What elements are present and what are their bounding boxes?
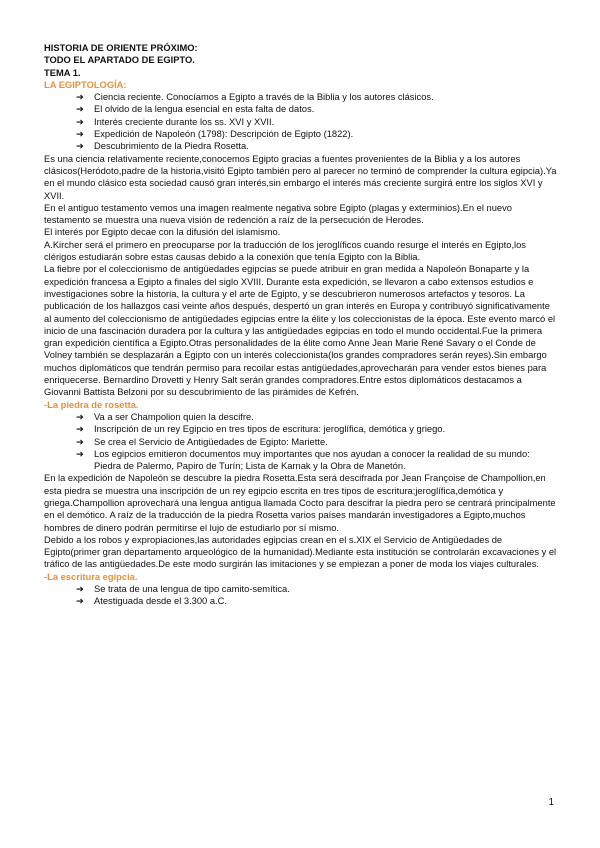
arrow-icon: ➔ xyxy=(76,584,84,595)
section-heading-rosetta: -La piedra de rosetta. xyxy=(44,399,139,410)
arrow-icon: ➔ xyxy=(76,141,84,152)
paragraph: En el antiguo testamento vemos una imagen realmente negativa sobre Egipto (plagas y exterminios).En el nuevo testamento se muestra una nueva visión de redención a raíz de la persecución de Herodes. xyxy=(44,202,512,226)
document-title-3: TEMA 1. xyxy=(44,67,81,78)
arrow-icon: ➔ xyxy=(76,424,84,435)
list-item: ➔ Ciencia reciente. Conocíamos a Egipto a través de la Biblia y los autores clásicos. xyxy=(76,92,434,103)
paragraph: Es una ciencia relativamente reciente,conocemos Egipto gracias a fuentes provenientes de la Biblia y a los autores clásicos(Heródoto,padre de la historia,visitó Egipto también pero al parecer no terminó de comprender la cultura egipcia).Ya en el mundo clásico esta sociedad causó gran interés,sin embargo el interés más creciente surgirá entre los siglos XVI y XVII. xyxy=(44,153,557,201)
section-heading-escritura: -La escritura egipcia. xyxy=(44,571,138,582)
arrow-icon: ➔ xyxy=(76,448,84,459)
arrow-icon: ➔ xyxy=(76,436,84,447)
paragraph: El interés por Egipto decae con la difusión del islamismo. xyxy=(44,227,281,238)
list-item: ➔ Atestiguada desde el 3.300 a.C. xyxy=(76,596,227,607)
arrow-icon: ➔ xyxy=(76,104,84,115)
bullet-list-egiptologia xyxy=(44,91,558,152)
document-page xyxy=(44,42,558,608)
list-item: ➔ Inscripción de un rey Egipcio en tres tipos de escritura: jeroglífica, demótica y griego. xyxy=(76,424,446,435)
bullet-list-escritura xyxy=(44,583,558,608)
section-heading-egiptologia: LA EGIPTOLOGÍA: xyxy=(44,79,127,90)
document-title-2: TODO EL APARTADO DE EGIPTO. xyxy=(44,55,195,66)
list-item: ➔ El olvido de la lengua esencial en esta falta de datos. xyxy=(76,104,315,115)
list-item: ➔ Expedición de Napoleón (1798): Descripción de Egipto (1822). xyxy=(76,129,354,140)
list-item: ➔ Va a ser Champolion quien la descifre. xyxy=(76,411,254,422)
paragraph: En la expedición de Napoleón se descubre la piedra Rosetta.Esta será descifrada por Jean Françoise de Champollion,en esta piedra se muestra una inscripción de un rey egipcio escrita en tres tipos de escritura;jeroglífica,demótica y griega.Champollion aprovechará una lengua antigua llamada Cocto para descifrar la piedra pero se centrará principalmente en el demótico. A raíz de la traducción de la piedra Rosetta varios países mandarán investigadores a Egipto,muchos hombres de dinero podrán permitirse el lujo de estudiarlo por sí mismo. xyxy=(44,473,556,533)
arrow-icon: ➔ xyxy=(76,92,84,103)
list-item: ➔ Interés creciente durante los ss. XVI y XVII. xyxy=(76,116,275,127)
arrow-icon: ➔ xyxy=(76,596,84,607)
document-title-1: HISTORIA DE ORIENTE PRÓXIMO: xyxy=(44,43,198,53)
page-number: 1 xyxy=(548,797,554,808)
list-item: ➔ Descubrimiento de la Piedra Rosetta. xyxy=(76,141,249,152)
paragraph: Debido a los robos y expropiaciones,las autoridades egipcias crean en el s.XIX el Servicio de Antigüedades de Egipto(primer gran departamento arqueológico de la humanidad).Mediante esta institución se controlarán excavaciones y el tráfico de las antigüedades.De este modo surgirán las imitaciones y se empiezan a poner de moda los viajes culturales. xyxy=(44,534,557,570)
bullet-list-rosetta xyxy=(44,411,558,472)
arrow-icon: ➔ xyxy=(76,129,84,140)
arrow-icon: ➔ xyxy=(76,116,84,127)
paragraph: La fiebre por el coleccionismo de antigüedades egipcias se puede atribuir en gran medida a Napoleón Bonaparte y la expedición francesa a Egipto a finales del siglo XVIII. Durante esta expedición, se llevaron a cabo extensos estudios e investigaciones sobre la historia, la cultura y el arte de Egipto, y se descubrieron numerosos artefactos y tesoros. La publicación de los hallazgos casi veinte años después, despertó un gran interés en Europa y contribuyó significativamente al aumento del coleccionismo de antigüedades egipcias entre la élite y los coleccionistas de la época. Este evento marcó el inicio de una fascinación duradera por la cultura y las antigüedades egipcias en todo el mundo occidental.Fue la primera gran expedición científica a Egipto.Otras personalidades de la élite como Anne Jean Marie René Savary o el Conde de Volney también se desplazarán a Egipto con un interés coleccionista(los grandes compradores serán reyes).Sin embargo muchos diplomáticos que tendrán permiso para recoilar estas antigüedades,aprovecharán para vender estos bienes para enriquecerse. Bernardino Drovetti y Henry Salt serán grandes compradores.Entre estos diplomáticos destacamos a Giovanni Battista Belzoni por su descubrimiento de las pirámides de Kefrén. xyxy=(44,264,556,398)
list-item: ➔ Los egipcios emitieron documentos muy importantes que nos ayudan a conocer la realidad de su mundo: Piedra de Palermo, Papiro de Turín; Lista de Karnak y la Obra de Manetón. xyxy=(76,448,530,472)
arrow-icon: ➔ xyxy=(76,411,84,422)
list-item: ➔ Se crea el Servicio de Antigüedades de Egipto: Mariette. xyxy=(76,436,328,447)
paragraph: A.Kircher será el primero en preocuparse por la traducción de los jeroglíficos cuando resurge el interés en Egipto,los clérigos estudiarán sobre estas causas debido a la conexión que tenía Egipto con la Biblia. xyxy=(44,239,526,263)
list-item: ➔ Se trata de una lengua de tipo camito-semítica. xyxy=(76,584,290,595)
